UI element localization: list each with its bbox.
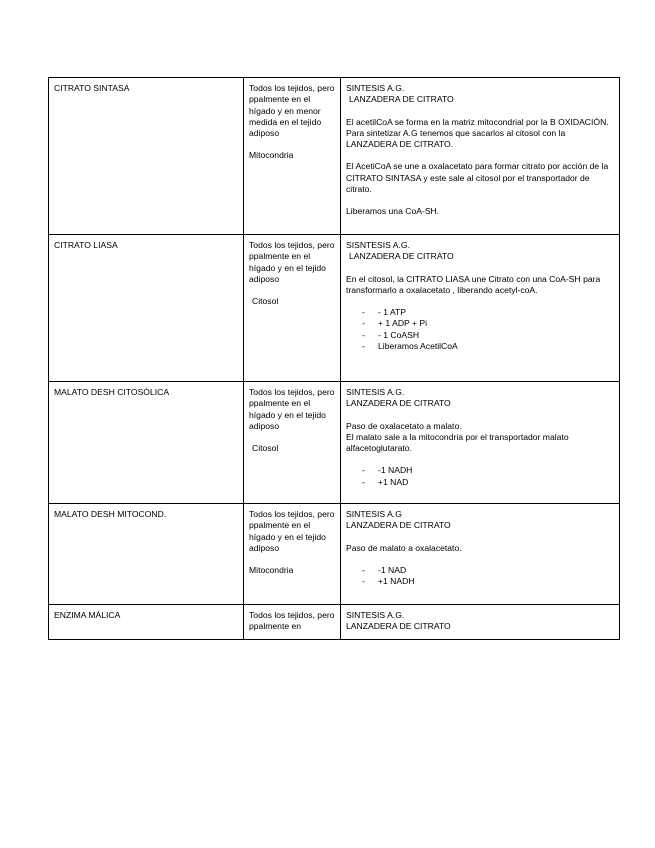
tissues-text: Todos los tejidos, pero ppalmente en el hígado y en el tejido adiposo xyxy=(249,509,335,553)
location-cell xyxy=(244,605,341,640)
list-item: - Liberamos AcetilCoA xyxy=(362,341,614,352)
compartment-text: Mitocondria xyxy=(249,565,294,576)
table-row xyxy=(49,382,620,504)
function-subtitle: LANZADERA DE CITRATO xyxy=(346,398,451,409)
table-row xyxy=(49,504,620,605)
function-cell xyxy=(341,235,620,382)
function-paragraph: Paso de malato a oxalacetato. xyxy=(346,542,462,553)
enzyme-table xyxy=(48,77,620,640)
reaction-list xyxy=(346,307,614,352)
tissues-text: Todos los tejidos, pero ppalmente en el hígado y en el tejido adiposo xyxy=(249,240,335,284)
compartment-text: Citosol xyxy=(252,443,279,454)
list-item: - - 1 ATP xyxy=(362,307,614,318)
function-paragraph: El malato sale a la mitocondria por el transportador malato alfacetoglutarato. xyxy=(346,431,569,454)
function-title: SINTESIS A.G. xyxy=(346,610,405,620)
reaction-list xyxy=(346,465,614,488)
list-item: - - 1 CoASH xyxy=(362,330,614,341)
function-paragraph: El acetilCoA se forma en la matriz mitocondrial por la B OXIDACIÓN. Para sintetizar A.G tenemos que sacarlos al citosol con la LANZADERA DE CITRATO. xyxy=(346,116,609,150)
enzyme-name: MALATO DESH CITOSÓLICA xyxy=(49,382,244,504)
location-cell xyxy=(244,235,341,382)
reaction-list xyxy=(346,565,614,588)
table-row xyxy=(49,78,620,235)
table-row xyxy=(49,605,620,640)
list-item: - +1 NAD xyxy=(362,477,614,488)
enzyme-name: CITRATO SINTASA xyxy=(49,78,244,235)
function-title: SINTESIS A.G xyxy=(346,509,402,519)
function-paragraph: En el citosol, la CITRATO LIASA une Citrato con una CoA-SH para transformarlo a oxalacetato , liberando acetyl-coA. xyxy=(346,273,601,295)
function-paragraph: Paso de oxalacetato a malato. xyxy=(346,420,462,431)
enzyme-name: CITRATO LIASA xyxy=(49,235,244,382)
function-paragraph: Liberamos una CoA-SH. xyxy=(346,206,440,217)
function-title: SISNTESIS A.G. xyxy=(346,240,410,250)
location-cell xyxy=(244,382,341,504)
function-cell xyxy=(341,605,620,640)
function-subtitle: LANZADERA DE CITRATO xyxy=(349,251,454,262)
list-item: - -1 NADH xyxy=(362,465,614,476)
list-item: - -1 NAD xyxy=(362,565,614,576)
enzyme-name: MALATO DESH MITOCOND. xyxy=(49,504,244,605)
function-subtitle: LANZADERA DE CITRATO xyxy=(346,520,451,531)
list-item: - + 1 ADP + Pi xyxy=(362,318,614,329)
function-title: SINTESIS A.G. xyxy=(346,83,405,93)
location-cell xyxy=(244,504,341,605)
tissues-text: Todos los tejidos, pero ppalmente en el hígado y en menor medida en el tejido adiposo xyxy=(249,83,335,139)
compartment-text: Mitocondria xyxy=(249,150,294,161)
location-cell xyxy=(244,78,341,235)
function-title: SINTESIS A.G. xyxy=(346,387,405,397)
function-cell xyxy=(341,504,620,605)
compartment-text: Citosol xyxy=(252,296,279,307)
list-item: - +1 NADH xyxy=(362,576,614,587)
function-subtitle: LANZADERA DE CITRATO xyxy=(349,94,454,105)
function-cell xyxy=(341,382,620,504)
tissues-text: Todos los tejidos, pero ppalmente en el hígado y en el tejido adiposo xyxy=(249,387,335,431)
tissues-text: Todos los tejidos, pero ppalmente en xyxy=(249,610,335,632)
function-paragraph: El AcetiCoA se une a oxalacetato para formar citrato por acción de la CITRATO SINTASA y este sale al citosol por el transportador de citrato. xyxy=(346,161,609,195)
enzyme-name: ENZIMA MÁLICA xyxy=(49,605,244,640)
function-cell xyxy=(341,78,620,235)
table-row xyxy=(49,235,620,382)
function-subtitle: LANZADERA DE CITRATO xyxy=(346,621,451,632)
